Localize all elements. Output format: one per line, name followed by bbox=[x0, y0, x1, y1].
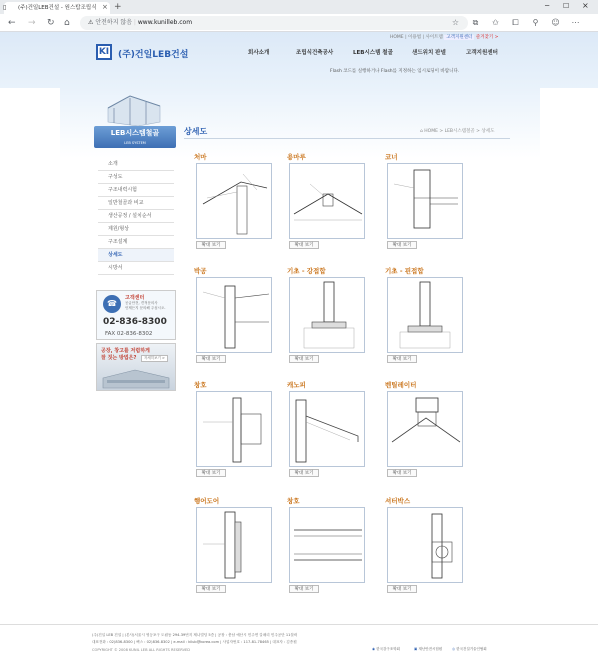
side-menu-item[interactable]: 소개 bbox=[98, 158, 174, 171]
extension-icon[interactable]: ⧉ bbox=[472, 18, 479, 27]
side-menu-item[interactable]: 구성도 bbox=[98, 171, 174, 184]
support-link[interactable]: 고객지원센터 bbox=[446, 35, 473, 40]
detail-card bbox=[287, 496, 367, 594]
building-illustration bbox=[100, 86, 166, 126]
warning-icon: ⚠ bbox=[88, 19, 94, 26]
minimize-icon[interactable]: ─ bbox=[545, 2, 550, 10]
details-button[interactable]: 자세히보기 > bbox=[141, 355, 168, 362]
gnb-construction[interactable]: 조립식건축공사 bbox=[296, 50, 334, 56]
zoom-button[interactable]: 확대 보기 bbox=[196, 585, 226, 593]
detail-title: 셔터박스 bbox=[385, 497, 411, 505]
detail-title: 기초 - 강접합 bbox=[287, 267, 326, 275]
star-icon[interactable]: ☆ bbox=[451, 18, 460, 27]
footer-logo[interactable]: ◎ 한국건설기술인협회 bbox=[452, 647, 487, 651]
detail-drawing[interactable] bbox=[387, 507, 463, 583]
breadcrumb: ⌂ HOME > LEB시스템철골 > 상세도 bbox=[420, 129, 495, 134]
site-footer bbox=[0, 624, 598, 672]
factory-banner[interactable]: 공장, 창고를 저렴하게 잘 짓는 방법은? 자세히보기 > bbox=[96, 343, 176, 391]
tab-title: (주)건일LEB건설 - 원스탑조립식 bbox=[18, 5, 97, 11]
page-title: 상세도 bbox=[184, 127, 208, 136]
footer-contact: 대표전화 : 02)836-8300 | 팩스 : 02)836-8302 | e-mail : kilub@korea.com | 사업자번호 : 117-81-78465 | 대표자 : 김종원 bbox=[92, 640, 297, 644]
zoom-button[interactable]: 확대 보기 bbox=[387, 469, 417, 477]
back-icon[interactable]: ← bbox=[8, 18, 16, 28]
detail-drawing[interactable] bbox=[196, 277, 272, 353]
detail-title: 창호 bbox=[194, 381, 207, 389]
zoom-button[interactable]: 확대 보기 bbox=[289, 585, 319, 593]
detail-card bbox=[287, 266, 367, 364]
zoom-button[interactable]: 확대 보기 bbox=[387, 241, 417, 249]
zoom-button[interactable]: 확대 보기 bbox=[289, 241, 319, 249]
zoom-button[interactable]: 확대 보기 bbox=[196, 469, 226, 477]
detail-title: 처마 bbox=[194, 153, 207, 161]
side-menu-item[interactable]: 일반철골과 비교 bbox=[98, 197, 174, 210]
bookmark-link[interactable]: 즐겨찾기 > bbox=[475, 35, 499, 40]
maximize-icon[interactable]: ☐ bbox=[563, 2, 570, 10]
detail-drawing[interactable] bbox=[289, 391, 365, 467]
footer-logo[interactable]: ◉ 한국강구조학회 bbox=[372, 647, 400, 651]
security-label: 안전하지 않음 bbox=[95, 19, 132, 26]
customer-center-banner[interactable]: ☎ 고객센터 공급안전, 견적문의사 언제든지 문의해 주십시오. 02-836-8300 FAX 02-836-8302 bbox=[96, 290, 176, 340]
zoom-button[interactable]: 확대 보기 bbox=[387, 585, 417, 593]
share-icon[interactable]: ⚲ bbox=[532, 18, 539, 27]
zoom-button[interactable]: 확대 보기 bbox=[196, 241, 226, 249]
detail-title: 행어도어 bbox=[194, 497, 220, 505]
close-window-icon[interactable]: × bbox=[582, 1, 589, 10]
company-name[interactable]: (주)건일LEB건설 bbox=[118, 50, 189, 60]
detail-title: 코너 bbox=[385, 153, 398, 161]
gnb-leb-steel[interactable]: LEB시스템 철골 bbox=[353, 50, 393, 56]
side-menu-item-active[interactable]: 상세도 bbox=[98, 249, 174, 262]
detail-title: 기초 - 핀접합 bbox=[385, 267, 424, 275]
side-menu-item[interactable]: 생산공정 / 설치순서 bbox=[98, 210, 174, 223]
gnb-support[interactable]: 고객지원센터 bbox=[466, 50, 498, 56]
detail-drawing[interactable] bbox=[387, 391, 463, 467]
util-sitemap-link[interactable]: 사이트맵 bbox=[425, 35, 443, 40]
browser-tab[interactable] bbox=[4, 2, 110, 14]
footer-logo[interactable]: ▣ 재난안전시험원 bbox=[414, 647, 443, 651]
side-menu-item[interactable]: 시방서 bbox=[98, 262, 174, 275]
reload-icon[interactable]: ↻ bbox=[47, 18, 55, 28]
detail-drawing[interactable] bbox=[196, 391, 272, 467]
util-home-link[interactable]: HOME bbox=[390, 35, 404, 40]
url-text: www.kunilleb.com bbox=[137, 19, 193, 26]
detail-drawing[interactable] bbox=[196, 507, 272, 583]
address-bar-row bbox=[0, 14, 598, 32]
detail-title: 창호 bbox=[287, 497, 300, 505]
forward-icon[interactable]: → bbox=[28, 18, 36, 28]
detail-drawing[interactable] bbox=[289, 277, 365, 353]
detail-card bbox=[194, 380, 274, 478]
headset-icon: ☎ bbox=[103, 295, 121, 313]
detail-card bbox=[194, 496, 274, 594]
collections-icon[interactable]: ⧠ bbox=[512, 18, 519, 27]
detail-title: 벤틸레이터 bbox=[385, 381, 417, 389]
side-menu-item[interactable]: 제원/형상 bbox=[98, 223, 174, 236]
more-icon[interactable]: ⋯ bbox=[571, 18, 580, 27]
zoom-button[interactable]: 확대 보기 bbox=[387, 355, 417, 363]
side-menu-item[interactable]: 구조설계 bbox=[98, 236, 174, 249]
detail-drawing[interactable] bbox=[387, 277, 463, 353]
home-icon[interactable]: ⌂ bbox=[64, 18, 70, 28]
detail-card bbox=[385, 380, 465, 478]
factory-illustration bbox=[99, 366, 173, 390]
flash-message: Flash 코드를 실행하거나 Flash를 지정하는 임시로딩이 바랍니다. bbox=[330, 69, 460, 74]
detail-title: 박공 bbox=[194, 267, 207, 275]
top-util: HOME | 이용법 | 사이트맵 고객지원센터 즐겨찾기 > bbox=[390, 35, 499, 40]
zoom-button[interactable]: 확대 보기 bbox=[289, 355, 319, 363]
lnb-title: LEB시스템철골 LEB SYSTEM bbox=[94, 126, 176, 148]
util-guide-link[interactable]: 이용법 bbox=[408, 35, 422, 40]
page-icon: ▯ bbox=[3, 4, 7, 11]
detail-card bbox=[287, 380, 367, 478]
detail-drawing[interactable] bbox=[387, 163, 463, 239]
footer-address: (주)건일 LEB 건설 | (본사)서울시 영등포구 도림동 294-39번지 제나빌딩 5층 | 공장 : 충남 예산시 민주면 갈매리 민주공단 11블럭 bbox=[92, 633, 298, 637]
detail-title: 용마루 bbox=[287, 153, 306, 161]
browser-tab-bar bbox=[0, 0, 598, 14]
detail-drawing[interactable] bbox=[196, 163, 272, 239]
detail-card bbox=[385, 152, 465, 250]
gnb-sandwich-panel[interactable]: 샌드위치 판넬 bbox=[412, 50, 446, 56]
profile-icon[interactable]: ☺ bbox=[551, 18, 560, 27]
address-bar[interactable]: ⚠ 안전하지 않음 | www.kunilleb.com bbox=[80, 16, 468, 30]
side-menu-item[interactable]: 구조내력시험 bbox=[98, 184, 174, 197]
detail-drawing[interactable] bbox=[289, 163, 365, 239]
zoom-button[interactable]: 확대 보기 bbox=[196, 355, 226, 363]
detail-card bbox=[287, 152, 367, 250]
site-header bbox=[0, 32, 598, 88]
zoom-button[interactable]: 확대 보기 bbox=[289, 469, 319, 477]
company-logo[interactable]: KI bbox=[96, 44, 112, 60]
detail-card bbox=[385, 496, 465, 594]
detail-card bbox=[385, 266, 465, 364]
side-menu bbox=[98, 158, 174, 275]
gnb-company[interactable]: 회사소개 bbox=[248, 50, 270, 56]
title-divider bbox=[184, 138, 510, 139]
favorites-icon[interactable]: ✩ bbox=[492, 18, 499, 27]
detail-drawing[interactable] bbox=[289, 507, 365, 583]
new-tab-icon[interactable]: + bbox=[114, 2, 122, 12]
detail-card bbox=[194, 152, 274, 250]
detail-title: 캐노피 bbox=[287, 381, 306, 389]
detail-card bbox=[194, 266, 274, 364]
footer-copyright: COPYRIGHT © 2008 KUNIL LEB ALL RIGHTS RESERVED bbox=[92, 648, 191, 652]
close-tab-icon[interactable]: × bbox=[102, 3, 108, 11]
